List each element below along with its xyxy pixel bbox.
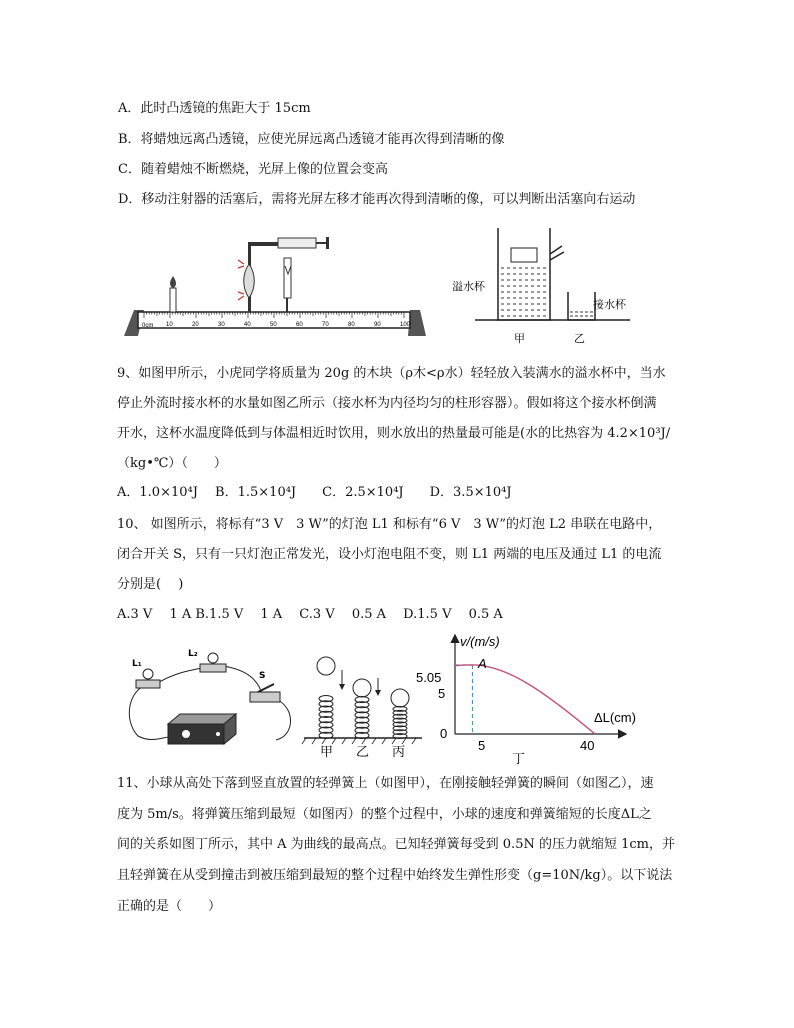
option-d: D．移动注射器的活塞后，需将光屏左移才能再次得到清晰的像，可以判断出活塞向右运动 <box>118 192 636 207</box>
bench-tick-label: 70 <box>322 322 329 328</box>
graph-origin: 0 <box>440 726 448 741</box>
q9-line4: （kg•℃）（ ） <box>117 456 227 471</box>
velocity-curve <box>455 665 595 734</box>
q10-options: A.3 V 1 A B.1.5 V 1 A C.3 V 0.5 A D.1.5 V 0.5 A <box>117 607 503 622</box>
overflow-cup-figure <box>450 222 650 352</box>
option-a: A．此时凸透镜的焦距大于 15cm <box>118 101 311 116</box>
graph-point-a: A <box>478 656 487 671</box>
bench-tick-label: 80 <box>348 322 355 328</box>
graph-caption: 丁 <box>512 752 526 765</box>
graph-y-tick: 5 <box>438 686 446 701</box>
q9-line1: 9、如图甲所示，小虎同学将质量为 20g 的木块（ρ木<ρ水）轻轻放入装满水的溢水杯中，当水 <box>117 366 666 381</box>
option-c: C．随着蜡烛不断燃烧，光屏上像的位置会变高 <box>118 162 388 177</box>
graph-y-tick-top: 5.05 <box>416 670 442 685</box>
bench-unit-label: 0cm <box>142 323 154 329</box>
overflow-cup-label: 溢水杯 <box>452 280 485 293</box>
label-jia: 甲 <box>514 332 525 345</box>
bench-tick-label: 90 <box>374 322 381 328</box>
bench-tick-label: 50 <box>270 322 277 328</box>
spring-bing-label: 丙 <box>392 745 406 760</box>
bench-tick-label: 20 <box>192 322 199 328</box>
q11-line3: 间的关系如图丁所示，其中 A 为曲线的最高点。已知轻弹簧每受到 0.5N 的压力就缩短 1cm，并 <box>117 837 675 852</box>
q9-line3: 开水，这杯水温度降低到与体温相近时饮用，则水放出的热量最可能是(水的比热容为 4.2×10³J/ <box>117 426 671 441</box>
circuit-figure <box>118 640 298 750</box>
circuit-s: S <box>259 671 266 681</box>
q9-options: A．1.0×10⁴J B．1.5×10⁴J C．2.5×10⁴J D．3.5×10⁴J <box>117 485 512 500</box>
q9-line2: 停止外流时接水杯的水量如图乙所示（接水杯为内径均匀的柱形容器）。假如将这个接水杯倒满 <box>117 396 657 411</box>
optical-bench-figure <box>120 228 430 340</box>
spring-yi-label: 乙 <box>356 745 370 760</box>
bench-tick-label: 10 <box>166 322 173 328</box>
option-b: B．将蜡烛远离凸透镜，应使光屏远离凸透镜才能再次得到清晰的像 <box>118 132 505 147</box>
q11-line4: 且轻弹簧在从受到撞击到被压缩到最短的整个过程中始终发生弹性形变（g=10N/kg）。以下说法 <box>117 868 673 883</box>
label-yi: 乙 <box>574 332 585 345</box>
graph-y-label: v/(m/s) <box>460 634 500 649</box>
spring-jia-label: 甲 <box>320 745 334 760</box>
bench-tick-label: 30 <box>218 322 225 328</box>
bench-tick-label: 60 <box>296 322 303 328</box>
catch-cup-label: 接水杯 <box>593 298 626 311</box>
graph-x-tick: 5 <box>478 738 486 753</box>
q11-line2: 度为 5m/s。将弹簧压缩到最短（如图丙）的整个过程中，小球的速度和弹簧缩短的长度ΔL之 <box>117 807 652 822</box>
circuit-l1: L₁ <box>132 659 142 669</box>
graph-x-label: ΔL(cm) <box>594 710 636 725</box>
circuit-l2: L₂ <box>188 649 198 659</box>
bench-tick-label: 40 <box>244 322 251 328</box>
bench-tick-label: 100 <box>400 322 411 328</box>
q11-line1: 11、小球从高处下落到竖直放置的轻弹簧上（如图甲），在刚接触轻弹簧的瞬间（如图乙），速 <box>117 776 654 791</box>
velocity-graph <box>410 630 640 765</box>
q11-line5: 正确的是（ ） <box>117 899 222 914</box>
q10-line1: 10、 如图所示，将标有“3 V 3 W”的灯泡 L1 和标有“6 V 3 W”的灯泡 L2 串联在电路中， <box>117 517 662 532</box>
q10-line2: 闭合开关 S，只有一只灯泡正常发光，设小灯泡电阻不变，则 L1 两端的电压及通过 L1 的电流 <box>117 547 662 562</box>
graph-x-end: 40 <box>580 738 595 753</box>
q10-line3: 分别是( ) <box>117 577 184 592</box>
